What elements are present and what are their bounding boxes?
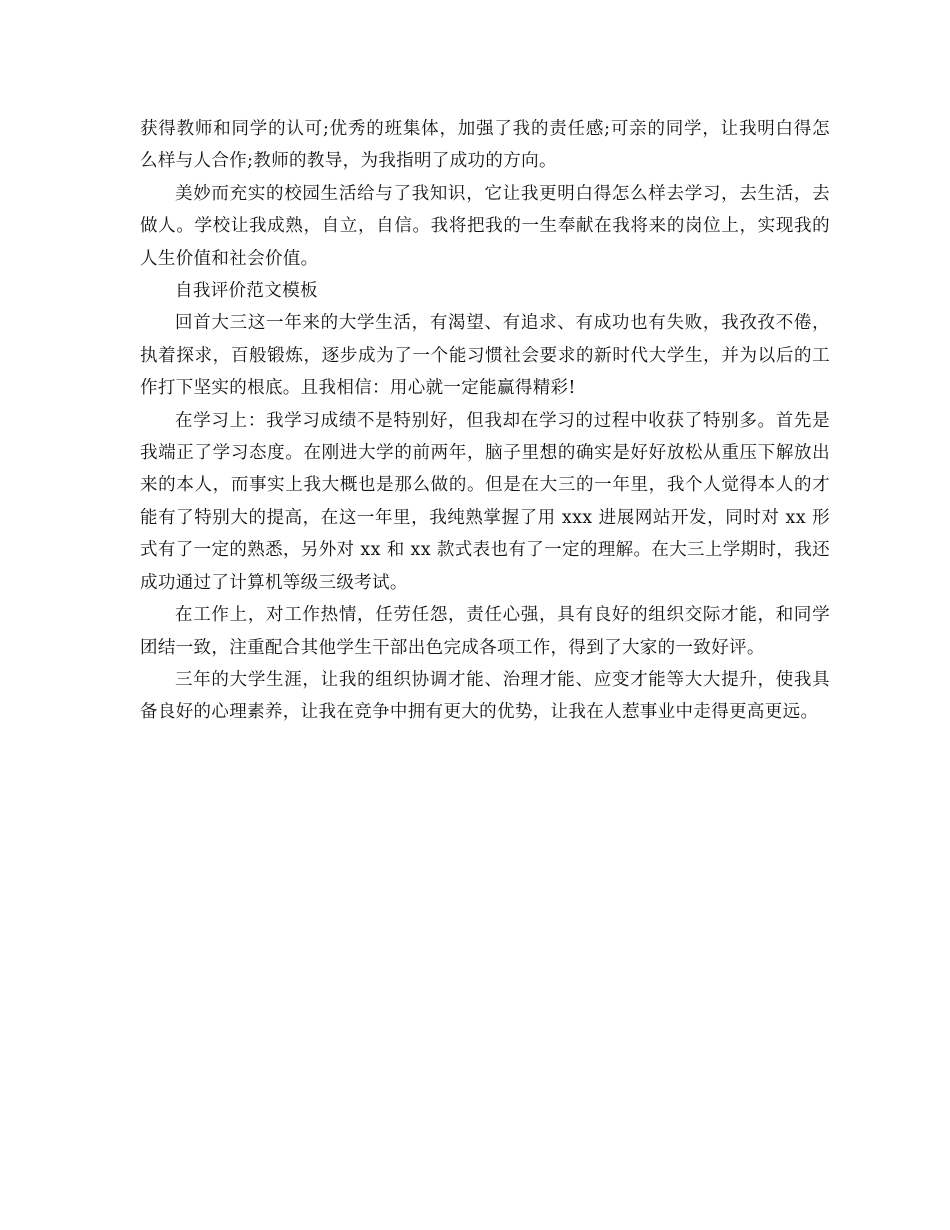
document-body — [140, 113, 830, 729]
paragraph-4: 在学习上：我学习成绩不是特别好，但我却在学习的过程中收获了特别多。首先是我端正了学习态度。在刚进大学的前两年，脑子里想的确实是好好放松从重压下解放出来的本人，而事实上我大概也是那么做的。但是在大三的一年里，我个人觉得本人的才能有了特别大的提高，在这一年里，我纯熟掌握了用 xxx 进展网站开发，同时对 xx 形式有了一定的熟悉，另外对 xx 和 xx 款式表也有了一定的理解。在大三上学期时，我还成功通过了计算机等级三级考试。 — [140, 410, 830, 593]
paragraph-2: 美妙而充实的校园生活给与了我知识，它让我更明白得怎么样去学习，去生活，去做人。学校让我成熟，自立，自信。我将把我的一生奉献在我将来的岗位上，实现我的人生价值和社会价值。 — [140, 183, 830, 269]
paragraph-5: 在工作上，对工作热情，任劳任怨，责任心强，具有良好的组织交际才能，和同学团结一致，注重配合其他学生干部出色完成各项工作，得到了大家的一致好评。 — [140, 605, 830, 658]
paragraph-1: 获得教师和同学的认可;优秀的班集体，加强了我的责任感;可亲的同学，让我明白得怎么样与人合作;教师的教导，为我指明了成功的方向。 — [140, 119, 830, 172]
paragraph-6: 三年的大学生涯，让我的组织协调才能、治理才能、应变才能等大大提升，使我具备良好的心理素养，让我在竞争中拥有更大的优势，让我在人惹事业中走得更高更远。 — [140, 669, 830, 723]
paragraph-3: 回首大三这一年来的大学生活，有渴望、有追求、有成功也有失败，我孜孜不倦，执着探求，百般锻炼，逐步成为了一个能习惯社会要求的新时代大学生，并为以后的工作打下坚实的根底。且我相信：用心就一定能赢得精彩! — [140, 313, 830, 399]
section-heading: 自我评价范文模板 — [175, 281, 318, 302]
